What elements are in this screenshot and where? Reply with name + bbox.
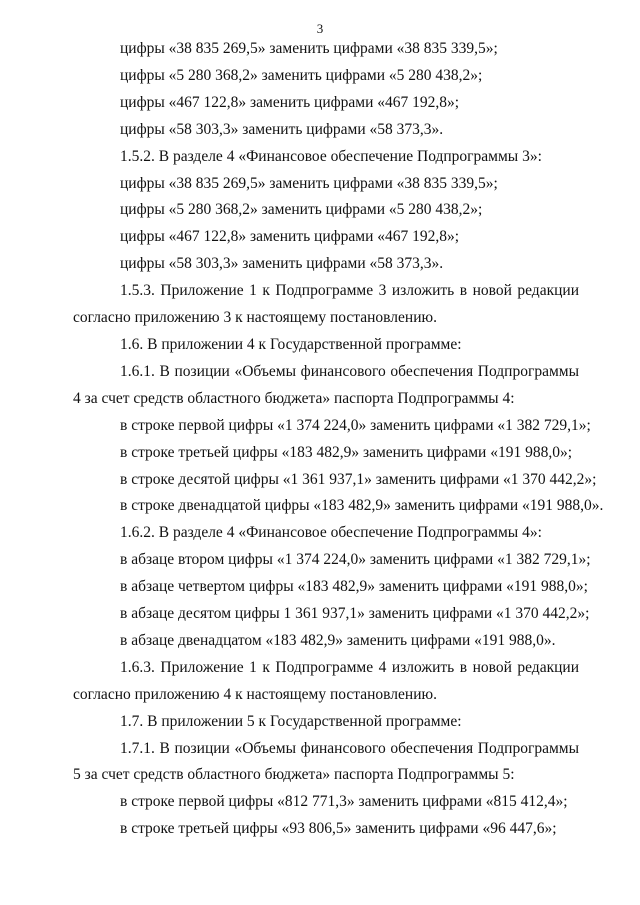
paragraph-8: цифры «467 122,8» заменить цифрами «467 192,8»;	[120, 228, 460, 246]
paragraph-9: цифры «58 303,3» заменить цифрами «58 373,3».	[120, 255, 444, 273]
paragraph-23: 1.7. В приложении 5 к Государственной программе:	[120, 712, 462, 730]
paragraph-5: 1.5.2. В разделе 4 «Финансовое обеспечение Подпрограммы 3»:	[120, 147, 542, 165]
paragraph-10: 1.5.3. Приложение 1 к Подпрограмме 3 изложить в новой редакции согласно приложению 3 к настоящему постановлению.	[73, 282, 579, 327]
paragraph-18: в абзаце втором цифры «1 374 224,0» заменить цифрами «1 382 729,1»;	[120, 551, 591, 569]
document-body	[73, 36, 604, 843]
paragraph-7: цифры «5 280 368,2» заменить цифрами «5 280 438,2»;	[120, 201, 483, 219]
paragraph-4: цифры «58 303,3» заменить цифрами «58 373,3».	[120, 120, 444, 138]
paragraph-2: цифры «5 280 368,2» заменить цифрами «5 280 438,2»;	[120, 66, 483, 84]
paragraph-16: в строке двенадцатой цифры «183 482,9» заменить цифрами «191 988,0».	[120, 497, 604, 515]
paragraph-20: в абзаце десятом цифры 1 361 937,1» заменить цифрами «1 370 442,2»;	[120, 605, 590, 623]
paragraph-25: в строке первой цифры «812 771,3» заменить цифрами «815 412,4»;	[120, 793, 568, 811]
paragraph-3: цифры «467 122,8» заменить цифрами «467 192,8»;	[120, 93, 460, 111]
paragraph-17: 1.6.2. В разделе 4 «Финансовое обеспечение Подпрограммы 4»:	[120, 524, 542, 542]
paragraph-19: в абзаце четвертом цифры «183 482,9» заменить цифрами «191 988,0»;	[120, 578, 588, 596]
paragraph-21: в абзаце двенадцатом «183 482,9» заменить цифрами «191 988,0».	[120, 631, 556, 649]
paragraph-14: в строке третьей цифры «183 482,9» заменить цифрами «191 988,0»;	[120, 443, 573, 461]
paragraph-1: цифры «38 835 269,5» заменить цифрами «38 835 339,5»;	[120, 40, 498, 57]
page-number: 3	[316, 21, 324, 36]
paragraph-6: цифры «38 835 269,5» заменить цифрами «38 835 339,5»;	[120, 174, 498, 192]
paragraph-11: 1.6. В приложении 4 к Государственной программе:	[120, 335, 462, 353]
paragraph-26: в строке третьей цифры «93 806,5» заменить цифрами «96 447,6»;	[120, 820, 557, 838]
paragraph-15: в строке десятой цифры «1 361 937,1» заменить цифрами «1 370 442,2»;	[120, 470, 597, 488]
paragraph-12: 1.6.1. В позиции «Объемы финансового обеспечения Подпрограммы 4 за счет средств областного бюджета» паспорта Подпрограммы 4:	[73, 362, 579, 407]
paragraph-22: 1.6.3. Приложение 1 к Подпрограмме 4 изложить в новой редакции согласно приложению 4 к настоящему постановлению.	[73, 658, 579, 703]
paragraph-13: в строке первой цифры «1 374 224,0» заменить цифрами «1 382 729,1»;	[120, 416, 591, 434]
paragraph-24: 1.7.1. В позиции «Объемы финансового обеспечения Подпрограммы 5 за счет средств областного бюджета» паспорта Подпрограммы 5:	[73, 739, 579, 784]
